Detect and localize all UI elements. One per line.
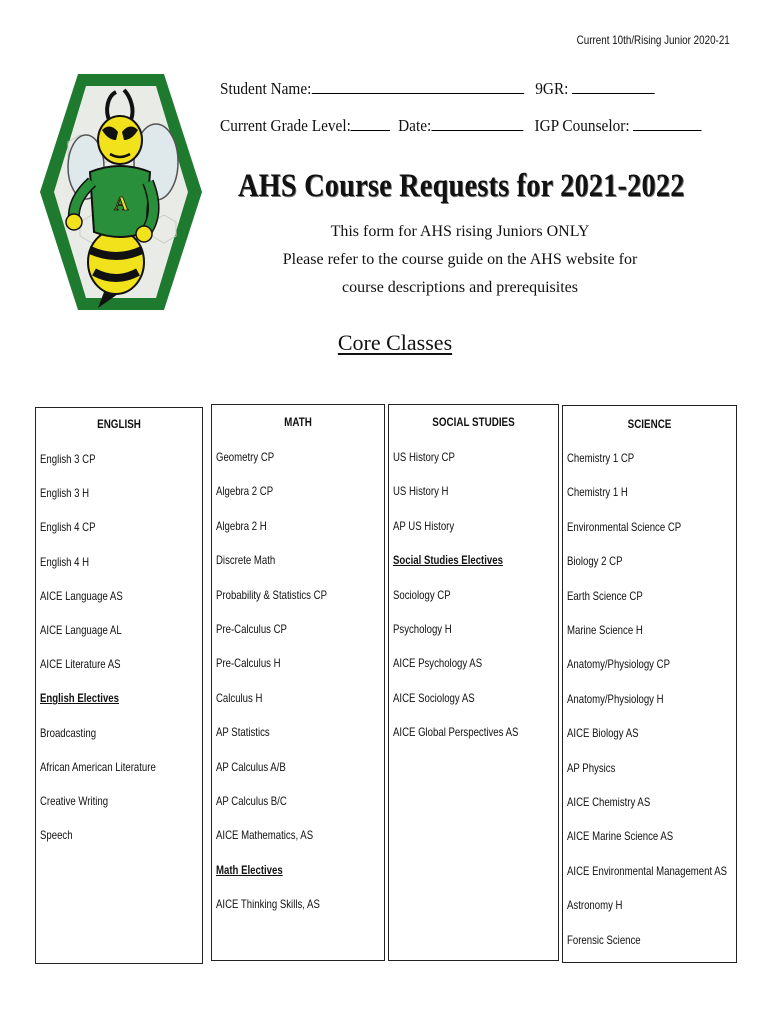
hornet-logo <box>38 72 204 312</box>
course-option[interactable]: AICE Thinking Skills, AS <box>216 897 320 912</box>
course-option[interactable]: AP Physics <box>567 760 616 775</box>
course-option[interactable]: Pre-Calculus H <box>216 656 281 671</box>
course-option[interactable]: Biology 2 CP <box>567 554 623 569</box>
course-option[interactable]: AICE Literature AS <box>40 657 121 672</box>
course-option[interactable]: Algebra 2 H <box>216 518 267 533</box>
course-option[interactable]: Discrete Math <box>216 553 276 568</box>
subtitle-line: Please refer to the course guide on the AHS website for <box>282 251 638 268</box>
grade-level-label: Current Grade Level: <box>220 116 351 135</box>
grade-info-row <box>220 115 702 136</box>
section-title: Core Classes <box>337 330 453 355</box>
gr-field[interactable] <box>572 78 655 94</box>
course-option[interactable]: Broadcasting <box>40 725 97 740</box>
course-option[interactable]: Astronomy H <box>567 898 623 913</box>
course-option[interactable]: Calculus H <box>216 690 263 705</box>
column-heading: SOCIAL STUDIES <box>432 415 515 429</box>
student-name-field[interactable] <box>311 78 523 94</box>
course-option[interactable]: AICE Marine Science AS <box>567 829 674 844</box>
course-option[interactable]: AICE Sociology AS <box>393 690 475 705</box>
column-heading: SCIENCE <box>627 417 672 431</box>
course-option[interactable]: Pre-Calculus CP <box>216 622 287 636</box>
course-option[interactable]: Environmental Science CP <box>567 519 682 534</box>
electives-subheading: Math Electives <box>216 862 283 877</box>
course-option[interactable]: Marine Science H <box>567 623 643 637</box>
course-option[interactable]: English 3 CP <box>40 452 96 466</box>
student-info-row <box>220 78 655 99</box>
date-field[interactable] <box>431 115 523 131</box>
course-option[interactable]: AP Calculus B/C <box>216 794 287 808</box>
column-heading: MATH <box>284 415 312 429</box>
grade-level-field[interactable] <box>351 115 391 131</box>
counselor-field[interactable] <box>633 115 701 131</box>
course-option[interactable]: English 4 CP <box>40 520 96 535</box>
course-option[interactable]: African American Literature <box>40 759 156 774</box>
course-option[interactable]: AP US History <box>393 518 455 533</box>
course-option[interactable]: Algebra 2 CP <box>216 484 274 499</box>
course-option[interactable]: Anatomy/Physiology CP <box>567 657 670 672</box>
column-heading: ENGLISH <box>97 417 141 431</box>
course-option[interactable]: US History H <box>393 484 449 499</box>
date-label: Date: <box>398 116 432 135</box>
student-name-label: Student Name: <box>220 79 312 98</box>
counselor-label: IGP Counselor: <box>534 116 630 135</box>
course-option[interactable]: English 4 H <box>40 554 90 569</box>
course-option[interactable]: AICE Language AS <box>40 588 123 603</box>
course-option[interactable]: AICE Environmental Management AS <box>567 863 728 878</box>
course-option[interactable]: Anatomy/Physiology H <box>567 691 664 706</box>
header-note: Current 10th/Rising Junior 2020-21 <box>576 33 730 47</box>
column-math <box>211 404 385 961</box>
course-option[interactable]: Creative Writing <box>40 794 109 808</box>
course-option[interactable]: AICE Global Perspectives AS <box>393 725 519 740</box>
course-option[interactable]: AICE Psychology AS <box>393 656 483 671</box>
course-option[interactable]: Geometry CP <box>216 450 275 464</box>
course-option[interactable]: AICE Mathematics, AS <box>216 828 314 843</box>
course-option[interactable]: Chemistry 1 CP <box>567 451 635 465</box>
course-option[interactable]: Speech <box>40 828 73 843</box>
gr-label: 9GR: <box>535 79 569 98</box>
column-social-studies <box>388 404 559 961</box>
subtitle-line: This form for AHS rising Juniors ONLY <box>330 223 590 240</box>
course-option[interactable]: Forensic Science <box>567 932 641 947</box>
course-option[interactable]: AICE Language AL <box>40 623 122 637</box>
column-english <box>35 407 203 964</box>
course-option[interactable]: Earth Science CP <box>567 588 643 603</box>
course-option[interactable]: AICE Chemistry AS <box>567 795 651 809</box>
electives-subheading: English Electives <box>40 691 119 706</box>
course-option[interactable]: US History CP <box>393 450 455 464</box>
column-science <box>562 405 737 963</box>
subtitle-line: course descriptions and prerequisites <box>342 279 578 296</box>
course-option[interactable]: AP Statistics <box>216 725 270 740</box>
course-option[interactable]: Sociology CP <box>393 587 451 602</box>
course-option[interactable]: AP Calculus A/B <box>216 759 286 774</box>
course-option[interactable]: AICE Biology AS <box>567 726 639 741</box>
electives-subheading: Social Studies Electives <box>393 553 503 568</box>
course-option[interactable]: Chemistry 1 H <box>567 485 628 500</box>
logo-letter: A <box>114 193 129 215</box>
course-option[interactable]: Psychology H <box>393 622 452 636</box>
page-title: AHS Course Requests for 2021-2022 <box>238 168 685 204</box>
course-option[interactable]: English 3 H <box>40 486 90 501</box>
course-option[interactable]: Probability & Statistics CP <box>216 587 327 602</box>
